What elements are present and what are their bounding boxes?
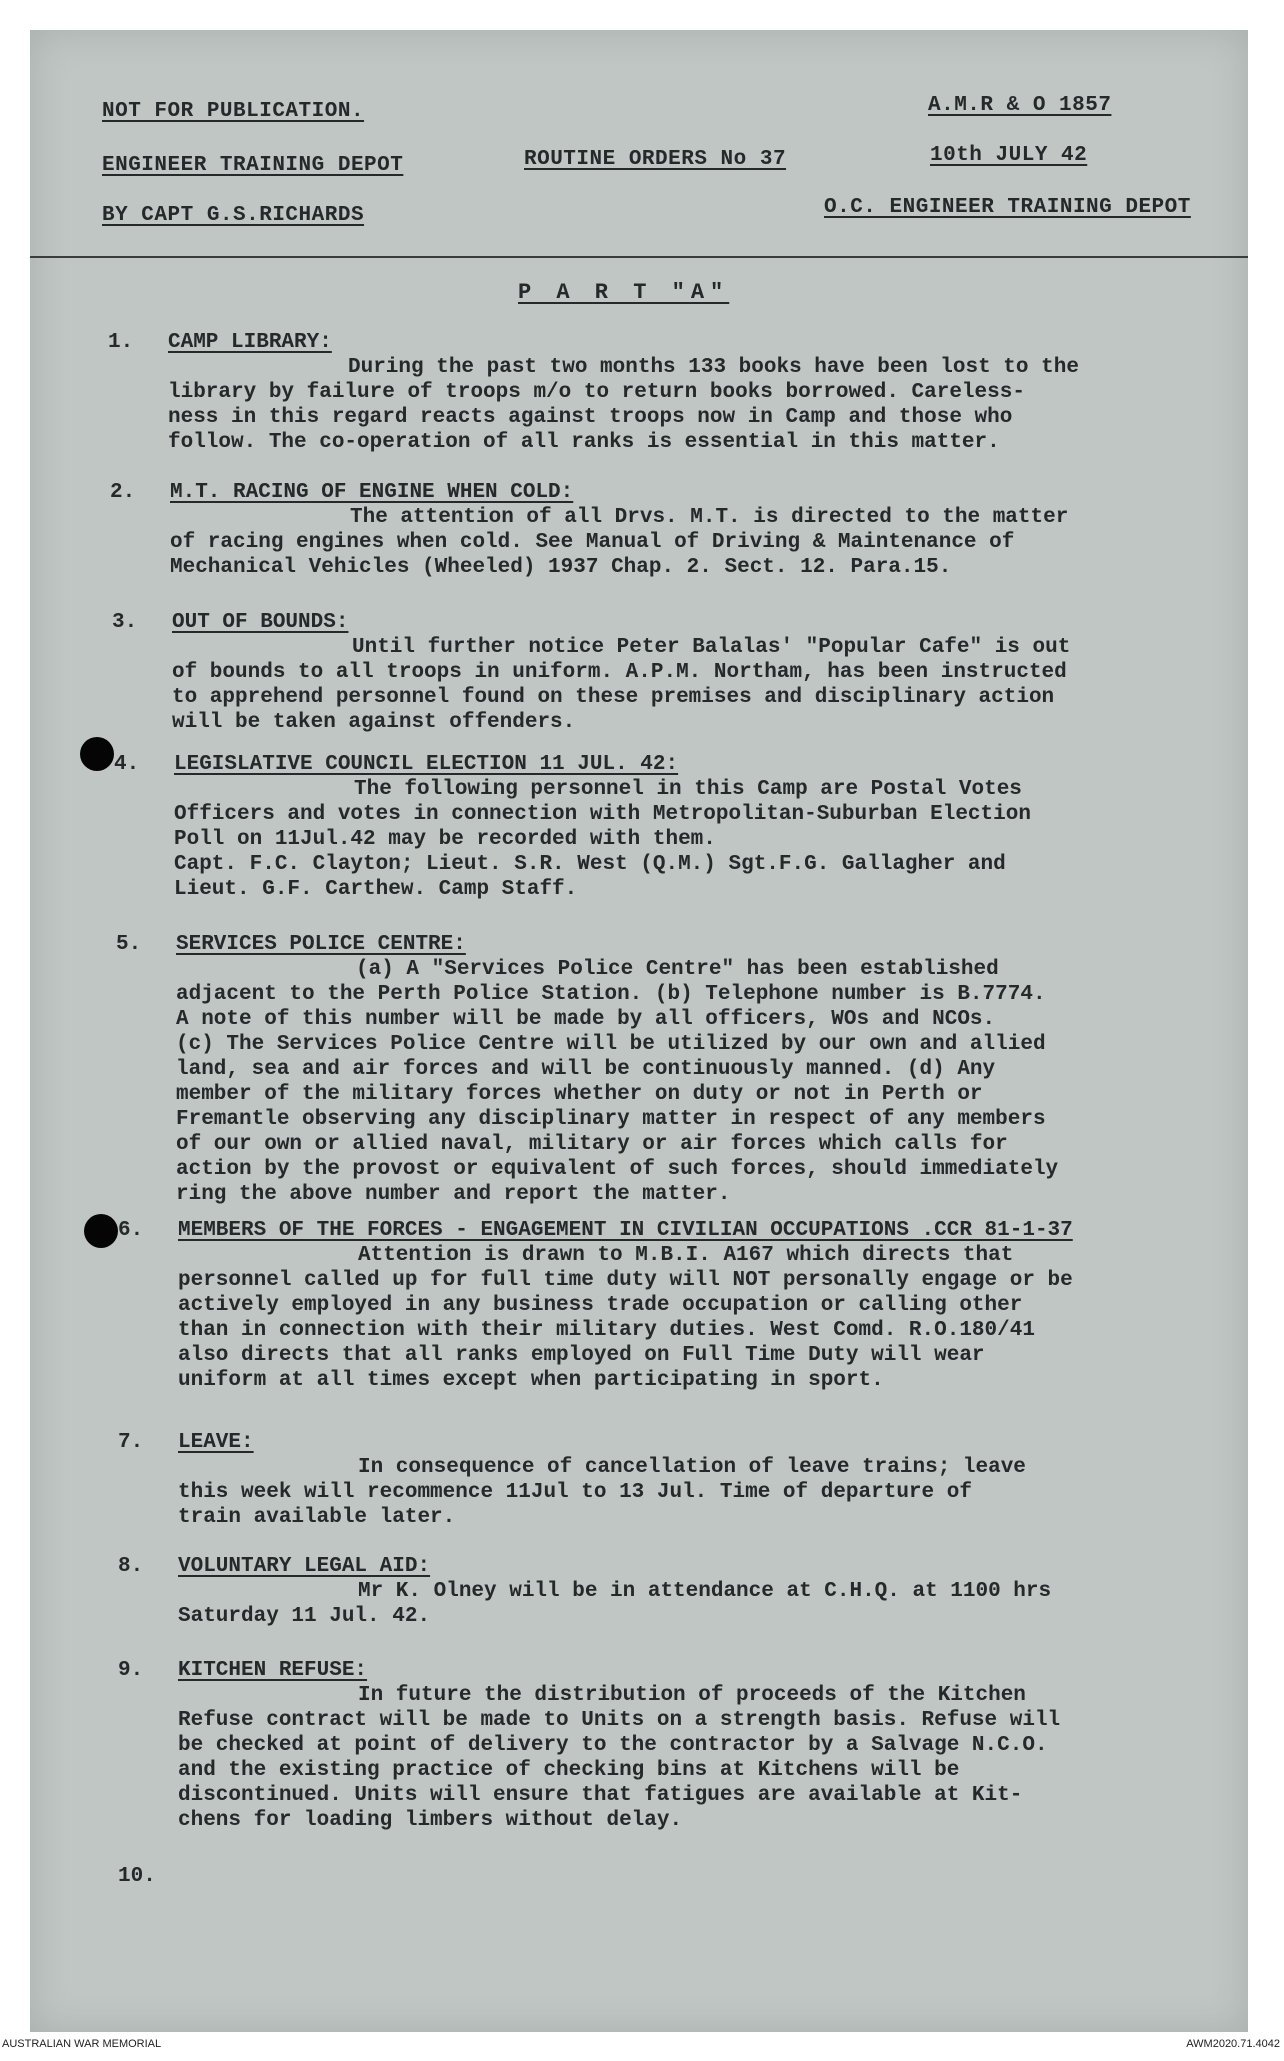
item-number: 10. [118,1865,156,1888]
item-text-line: follow. The co-operation of all ranks is essential in this matter. [168,431,1000,454]
item-text-line: (a) A "Services Police Centre" has been established [356,958,999,981]
order-date: 10th JULY 42 [930,144,1088,167]
item-number: 1. [108,331,134,354]
item-text-line: In future the distribution of proceeds of the Kitchen [358,1684,1026,1707]
item-text-line: Mechanical Vehicles (Wheeled) 1937 Chap. 2. Sect. 12. Para.15. [170,556,952,579]
item-text-line: member of the military forces whether on duty or not in Perth or [176,1083,983,1106]
item-text-line: chens for loading limbers without delay. [178,1809,683,1832]
item-title: VOLUNTARY LEGAL AID: [178,1555,431,1578]
item-text-line: action by the provost or equivalent of such forces, should immediately [176,1158,1059,1181]
item-text-line: The following personnel in this Camp are Postal Votes [354,778,1022,801]
item-text-line: of racing engines when cold. See Manual of Driving & Maintenance of [170,531,1015,554]
item-text-line: land, sea and air forces and will be continuously manned. (d) Any [176,1058,996,1081]
item-title: LEAVE: [178,1431,254,1454]
item-text-line: uniform at all times except when participating in sport. [178,1369,884,1392]
item-text-line: this week will recommence 11Jul to 13 Jul. Time of departure of [178,1481,972,1504]
item-text-line: Poll on 11Jul.42 may be recorded with them. [174,828,716,851]
order-item [118,1430,1268,1530]
issued-by: BY CAPT G.S.RICHARDS [102,204,365,227]
item-number: 8. [118,1555,144,1578]
punch-hole [80,737,114,771]
amr-reference: A.M.R & O 1857 [928,94,1112,117]
item-title: KITCHEN REFUSE: [178,1659,368,1682]
depot-name: ENGINEER TRAINING DEPOT [102,154,404,177]
item-body [178,1430,1268,1530]
order-item [118,1554,1268,1629]
order-item [108,330,1258,455]
order-item [110,480,1260,580]
item-text-line: train available later. [178,1506,456,1529]
item-body [176,932,1266,1207]
item-text-line: to apprehend personnel found on these premises and disciplinary action [172,686,1055,709]
item-body [168,330,1258,455]
item-title: OUT OF BOUNDS: [172,611,349,634]
item-text-line: Officers and votes in connection with Metropolitan-Suburban Election [174,803,1031,826]
item-title: CAMP LIBRARY: [168,331,332,354]
item-text-line: adjacent to the Perth Police Station. (b) Telephone number is B.7774. [176,983,1046,1006]
punch-hole [84,1214,118,1248]
item-title: M.T. RACING OF ENGINE WHEN COLD: [170,481,574,504]
item-body [178,1218,1268,1393]
item-body [174,752,1264,902]
item-number: 3. [112,611,138,634]
item-text-line: personnel called up for full time duty will NOT personally engage or be [178,1269,1073,1292]
item-text-line: Refuse contract will be made to Units on a strength basis. Refuse will [178,1709,1061,1732]
item-number: 6. [118,1219,144,1242]
item-text-line: Lieut. G.F. Carthew. Camp Staff. [174,878,578,901]
item-text-line: library by failure of troops m/o to return books borrowed. Careless- [168,381,1025,404]
item-text-line: Saturday 11 Jul. 42. [178,1605,431,1628]
item-body [172,610,1262,735]
item-text-line: ring the above number and report the matter. [176,1183,731,1206]
order-item [112,610,1262,735]
not-for-publication: NOT FOR PUBLICATION. [102,100,365,123]
item-text-line: (c) The Services Police Centre will be utilized by our own and allied [176,1033,1046,1056]
item-number: 9. [118,1659,144,1682]
item-body [170,480,1260,580]
item-title: LEGISLATIVE COUNCIL ELECTION 11 JUL. 42: [174,753,679,776]
item-text-line: also directs that all ranks employed on Full Time Duty will wear [178,1344,985,1367]
item-number: 7. [118,1431,144,1454]
order-item [118,1218,1268,1393]
item-text-line: Capt. F.C. Clayton; Lieut. S.R. West (Q.M.) Sgt.F.G. Gallagher and [174,853,1006,876]
next-item-number [118,1864,1268,1889]
item-title: SERVICES POLICE CENTRE: [176,933,466,956]
item-title: MEMBERS OF THE FORCES - ENGAGEMENT IN CIVILIAN OCCUPATIONS .CCR 81-1-37 [178,1219,1073,1242]
item-text-line: Fremantle observing any disciplinary matter in respect of any members [176,1108,1046,1131]
item-text-line: Attention is drawn to M.B.I. A167 which directs that [358,1244,1014,1267]
item-text-line: be checked at point of delivery to the contractor by a Salvage N.C.O. [178,1734,1048,1757]
item-text-line: A note of this number will be made by all officers, WOs and NCOs. [176,1008,996,1031]
item-text-line: ness in this regard reacts against troops now in Camp and those who [168,406,1013,429]
commanding-officer: O.C. ENGINEER TRAINING DEPOT [824,196,1191,219]
item-body [178,1658,1268,1833]
part-title: P A R T "A" [518,280,730,305]
item-text-line: discontinued. Units will ensure that fatigues are available at Kit- [178,1784,1023,1807]
item-number: 5. [116,933,142,956]
header-divider [30,256,1248,258]
item-text-line: actively employed in any business trade occupation or calling other [178,1294,1023,1317]
item-text-line: Mr K. Olney will be in attendance at C.H.Q. at 1100 hrs [358,1580,1052,1603]
item-number: 4. [114,753,140,776]
order-item [118,1658,1268,1833]
item-text-line: During the past two months 133 books have been lost to the [348,356,1079,379]
item-body [178,1554,1268,1629]
item-text-line: will be taken against offenders. [172,711,576,734]
item-text-line: In consequence of cancellation of leave trains; leave [358,1456,1026,1479]
footer-credit: AUSTRALIAN WAR MEMORIAL [2,2038,162,2050]
item-text-line: of our own or allied naval, military or air forces which calls for [176,1133,1008,1156]
item-text-line: than in connection with their military duties. West Comd. R.O.180/41 [178,1319,1035,1342]
item-number: 2. [110,481,136,504]
order-item [116,932,1266,1207]
order-item [114,752,1264,902]
footer-accession: AWM2020.71.4042 [1186,2038,1280,2050]
document-page [30,30,1248,2032]
item-text-line: of bounds to all troops in uniform. A.P.M. Northam, has been instructed [172,661,1067,684]
item-text-line: The attention of all Drvs. M.T. is directed to the matter [350,506,1069,529]
item-text-line: and the existing practice of checking bins at Kitchens will be [178,1759,960,1782]
routine-orders-number: ROUTINE ORDERS No 37 [524,148,787,171]
item-text-line: Until further notice Peter Balalas' "Popular Cafe" is out [352,636,1071,659]
